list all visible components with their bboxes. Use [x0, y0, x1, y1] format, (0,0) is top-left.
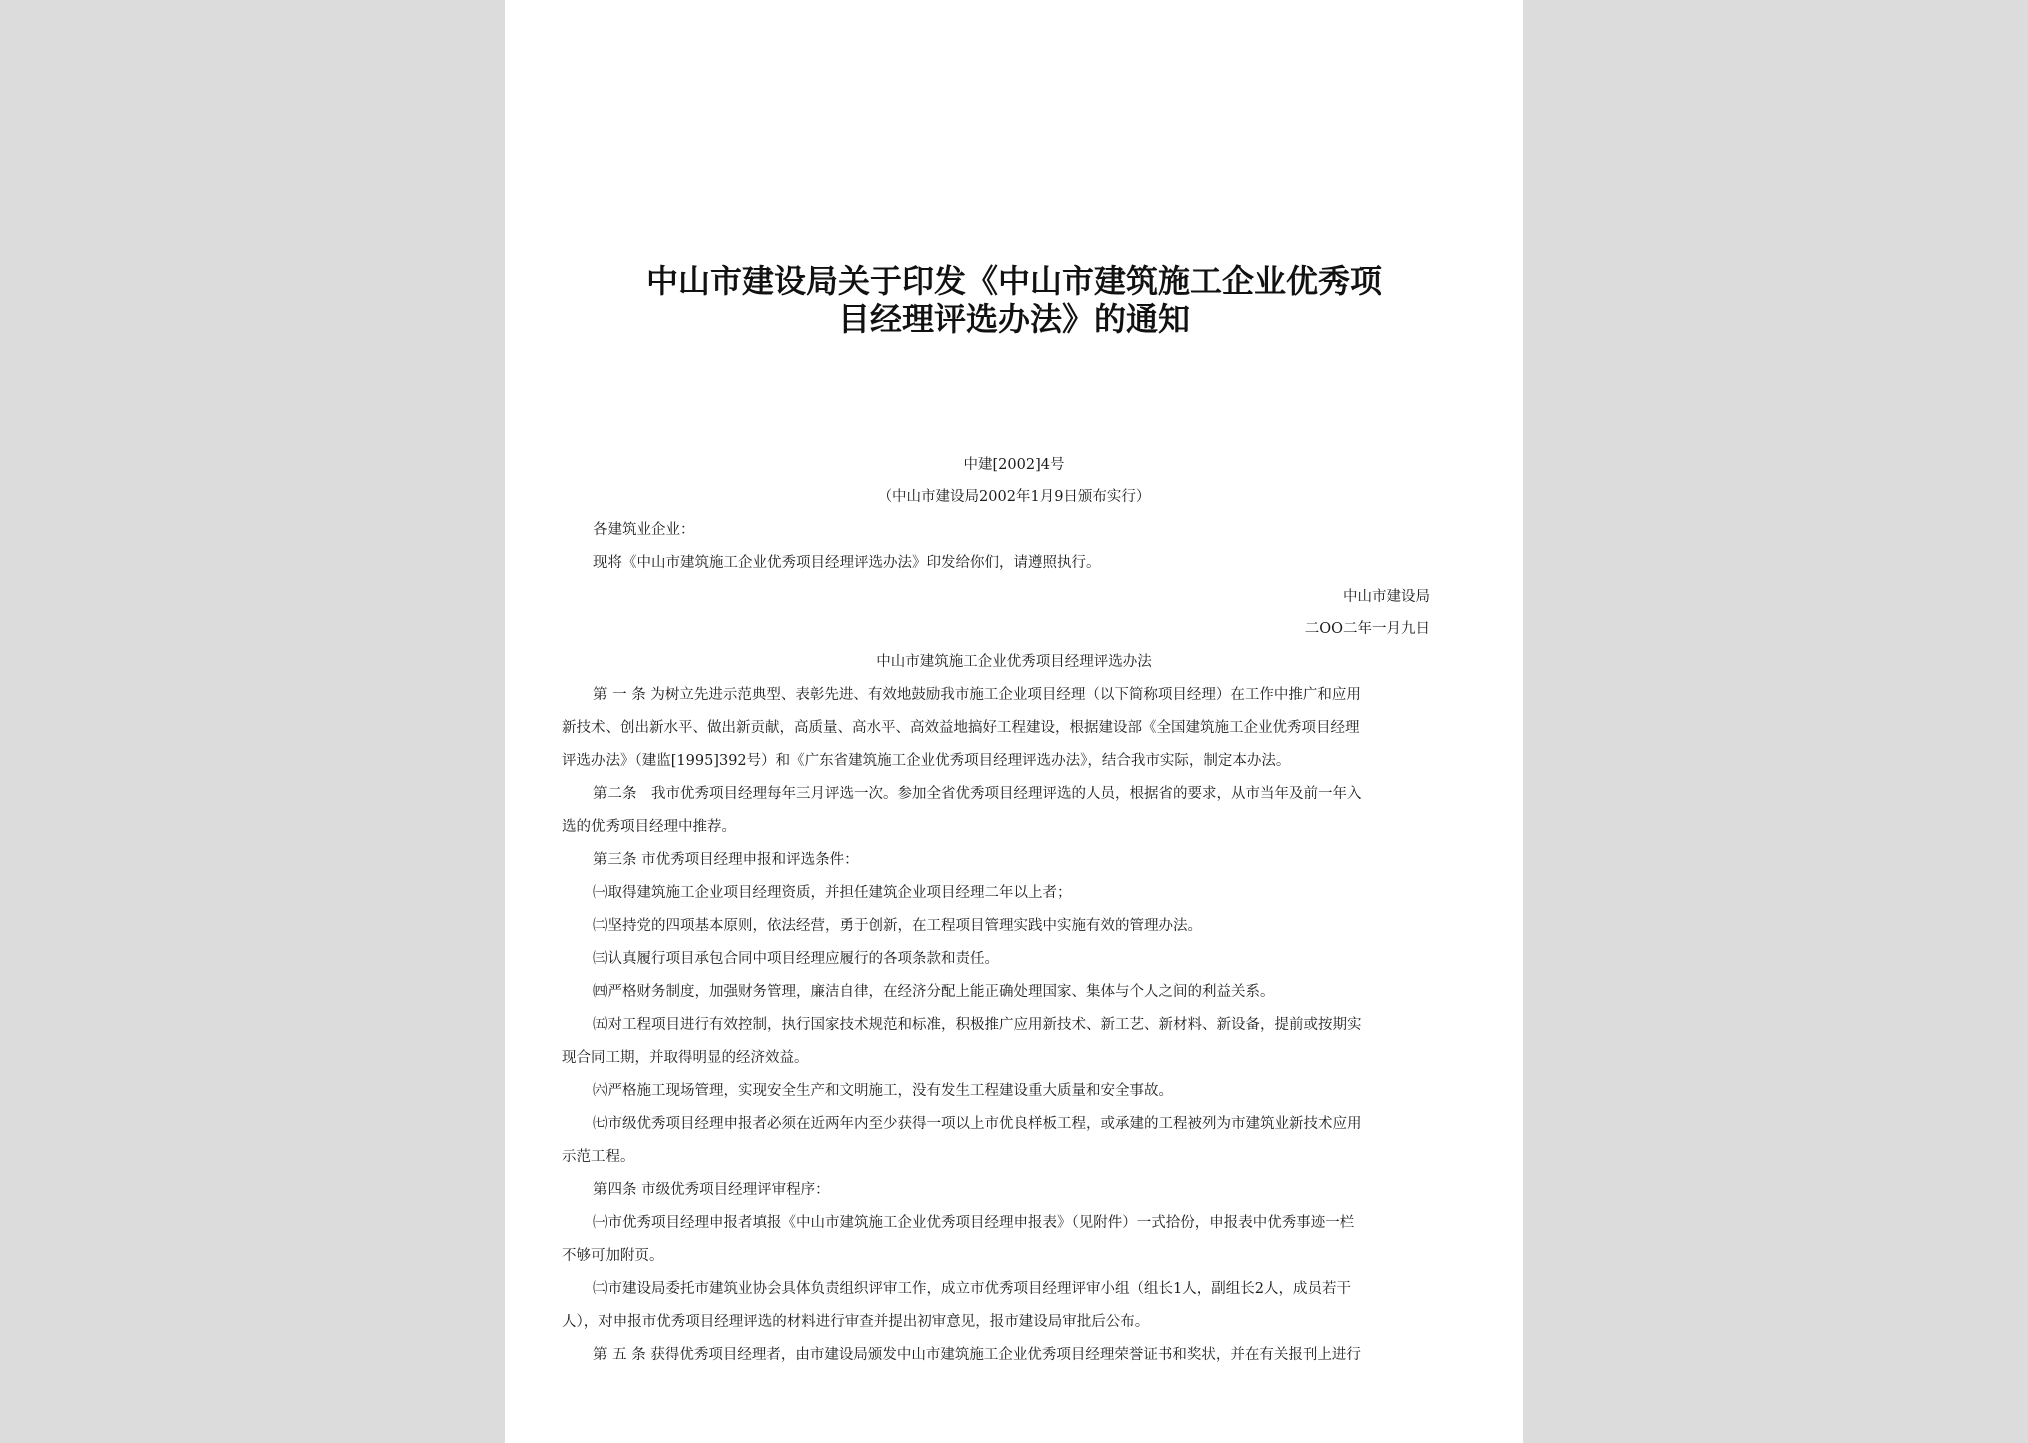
body-line: 示范工程。 [562, 1149, 635, 1165]
document-number: 中建[2002]4号 [963, 457, 1065, 473]
intro-paragraph: 现将《中山市建筑施工企业优秀项目经理评选办法》印发给你们，请遵照执行。 [593, 555, 1101, 571]
title-line-2: 目经理评选办法》的通知 [837, 300, 1190, 338]
body-line: 新技术、创出新水平、做出新贡献，高质量、高水平、高效益地搞好工程建设，根据建设部《全国建筑施工企业优秀项目经理 [562, 720, 1360, 736]
body-line: 评选办法》（建监[1995]392号）和《广东省建筑施工企业优秀项目经理评选办法》，结合我市实际，制定本办法。 [562, 753, 1291, 769]
body-line: 第三条 市优秀项目经理申报和评选条件： [593, 852, 859, 868]
body-line: ㈦市级优秀项目经理申报者必须在近两年内至少获得一项以上市优良样板工程，或承建的工程被列为市建筑业新技术应用 [593, 1116, 1362, 1132]
document-page [505, 0, 1523, 1443]
body-line: 第 五 条 获得优秀项目经理者，由市建设局颁发中山市建筑施工企业优秀项目经理荣誉证书和奖状，并在有关报刊上进行 [593, 1347, 1361, 1363]
body-line: ㈠市优秀项目经理申报者填报《中山市建筑施工企业优秀项目经理申报表》（见附件）一式拾份，申报表中优秀事迹一栏 [593, 1215, 1355, 1231]
body-line: ㈢认真履行项目承包合同中项目经理应履行的各项条款和责任。 [593, 951, 999, 967]
body-line: 现合同工期，并取得明显的经济效益。 [562, 1050, 809, 1066]
body-line: ㈥严格施工现场管理，实现安全生产和文明施工，没有发生工程建设重大质量和安全事故。 [593, 1083, 1173, 1099]
body-line: ㈣严格财务制度，加强财务管理，廉洁自律，在经济分配上能正确处理国家、集体与个人之间的利益关系。 [593, 984, 1275, 1000]
body-line: ㈠取得建筑施工企业项目经理资质，并担任建筑企业项目经理二年以上者； [593, 885, 1072, 901]
document-title [505, 262, 1523, 338]
signature-date: 二OO二年一月九日 [1304, 621, 1430, 637]
body-line: ㈡坚持党的四项基本原则，依法经营，勇于创新，在工程项目管理实践中实施有效的管理办法。 [593, 918, 1202, 934]
title-line-1: 中山市建设局关于印发《中山市建筑施工企业优秀项 [645, 262, 1382, 300]
body-line: ㈤对工程项目进行有效控制，执行国家技术规范和标准，积极推广应用新技术、新工艺、新材料、新设备，提前或按期实 [593, 1017, 1362, 1033]
regulation-subtitle: 中山市建筑施工企业优秀项目经理评选办法 [876, 654, 1152, 670]
body-line: 不够可加附页。 [562, 1248, 664, 1264]
body-line: 第 一 条 为树立先进示范典型、表彰先进、有效地鼓励我市施工企业项目经理（以下简称项目经理）在工作中推广和应用 [593, 687, 1361, 703]
issue-note: （中山市建设局2002年1月9日颁布实行） [877, 489, 1151, 505]
body-line: 选的优秀项目经理中推荐。 [562, 819, 736, 835]
body-line: ㈡市建设局委托市建筑业协会具体负责组织评审工作，成立市优秀项目经理评审小组（组长1人，副组长2人，成员若干 [593, 1281, 1351, 1297]
body-line: 第四条 市级优秀项目经理评审程序： [593, 1182, 830, 1198]
body-line: 人），对申报市优秀项目经理评选的材料进行审查并提出初审意见，报市建设局审批后公布。 [562, 1314, 1150, 1330]
body-line: 第二条 我市优秀项目经理每年三月评选一次。参加全省优秀项目经理评选的人员，根据省的要求，从市当年及前一年入 [593, 786, 1362, 802]
salutation: 各建筑业企业： [593, 522, 695, 538]
signature-org: 中山市建设局 [1343, 589, 1430, 605]
